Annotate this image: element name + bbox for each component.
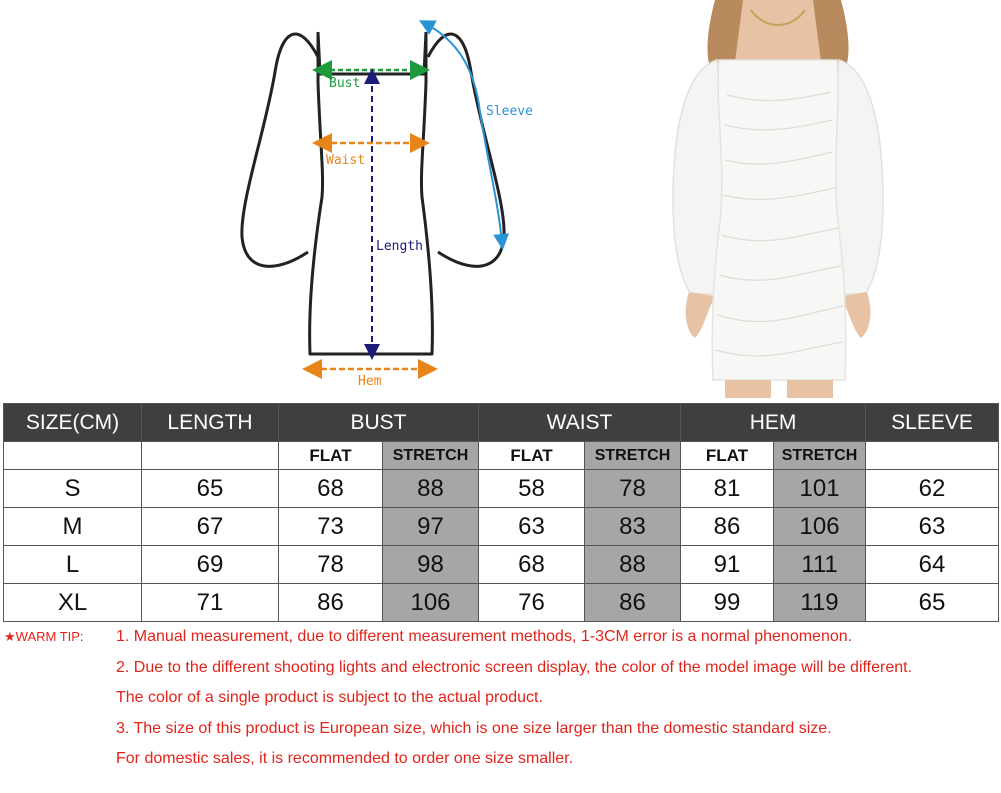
bust-flat-cell: 78: [279, 546, 383, 584]
header-hem: HEM: [681, 404, 866, 442]
bust-flat-cell: 68: [279, 470, 383, 508]
table-row: [4, 508, 999, 546]
length-label: Length: [376, 239, 423, 254]
waist-flat-cell: 58: [479, 470, 585, 508]
hem-flat-cell: 99: [681, 584, 774, 622]
table-header-row: [4, 404, 999, 442]
sleeve-arrow: [426, 24, 502, 242]
hem-stretch-cell: 111: [774, 546, 866, 584]
waist-flat-cell: 68: [479, 546, 585, 584]
waist-flat-cell: 76: [479, 584, 585, 622]
hem-flat-cell: 86: [681, 508, 774, 546]
skin-icon: [735, 0, 821, 62]
bust-stretch-cell: 106: [383, 584, 479, 622]
size-cell: S: [4, 470, 142, 508]
model-photo: [655, 0, 901, 398]
hem-stretch-cell: 101: [774, 470, 866, 508]
waist-flat-cell: 63: [479, 508, 585, 546]
hem-stretch-cell: 119: [774, 584, 866, 622]
length-cell: 71: [142, 584, 279, 622]
tip-line-2: 2. Due to the different shooting lights and electronic screen display, the color of the model image will be different.: [116, 659, 913, 676]
sleeve-cell: 65: [866, 584, 999, 622]
bust-stretch-cell: 88: [383, 470, 479, 508]
bust-stretch-cell: 98: [383, 546, 479, 584]
size-cell: M: [4, 508, 142, 546]
bust-stretch-cell: 97: [383, 508, 479, 546]
waist-flat-label: FLAT: [479, 442, 585, 470]
table-row: [4, 470, 999, 508]
sleeve-cell: 63: [866, 508, 999, 546]
measurement-diagram: [230, 12, 560, 392]
waist-stretch-label: STRETCH: [585, 442, 681, 470]
waist-stretch-cell: 83: [585, 508, 681, 546]
hem-flat-label: FLAT: [681, 442, 774, 470]
size-chart-table: [3, 403, 999, 622]
tip-line-4: 3. The size of this product is European size, which is one size larger than the domestic standard size.: [116, 720, 832, 737]
tip-line-3: The color of a single product is subject to the actual product.: [116, 689, 543, 706]
hem-stretch-label: STRETCH: [774, 442, 866, 470]
size-cell: L: [4, 546, 142, 584]
sleeve-cell: 62: [866, 470, 999, 508]
sleeve-label: Sleeve: [486, 104, 533, 119]
header-size: SIZE(CM): [4, 404, 142, 442]
length-cell: 67: [142, 508, 279, 546]
waist-stretch-cell: 86: [585, 584, 681, 622]
waist-stretch-cell: 88: [585, 546, 681, 584]
sleeve-cell: 64: [866, 546, 999, 584]
hem-flat-cell: 81: [681, 470, 774, 508]
header-length: LENGTH: [142, 404, 279, 442]
length-cell: 65: [142, 470, 279, 508]
bust-flat-cell: 73: [279, 508, 383, 546]
waist-label: Waist: [326, 153, 366, 168]
tip-line-1: 1. Manual measurement, due to different measurement methods, 1-3CM error is a normal phenomenon.: [116, 628, 853, 645]
length-cell: 69: [142, 546, 279, 584]
dress-body-icon: [712, 60, 846, 380]
warm-tip-label: ★WARM TIP:: [4, 629, 84, 644]
hem-label: Hem: [358, 374, 382, 389]
hem-flat-cell: 91: [681, 546, 774, 584]
bust-label: Bust: [329, 76, 361, 91]
hem-stretch-cell: 106: [774, 508, 866, 546]
size-cell: XL: [4, 584, 142, 622]
tip-line-5: For domestic sales, it is recommended to order one size smaller.: [116, 750, 574, 767]
header-sleeve: SLEEVE: [866, 404, 999, 442]
header-bust: BUST: [279, 404, 479, 442]
bust-flat-label: FLAT: [279, 442, 383, 470]
table-row: [4, 546, 999, 584]
header-waist: WAIST: [479, 404, 681, 442]
waist-stretch-cell: 78: [585, 470, 681, 508]
bust-stretch-label: STRETCH: [383, 442, 479, 470]
table-row: [4, 584, 999, 622]
table-subheader-row: [4, 442, 999, 470]
bust-flat-cell: 86: [279, 584, 383, 622]
